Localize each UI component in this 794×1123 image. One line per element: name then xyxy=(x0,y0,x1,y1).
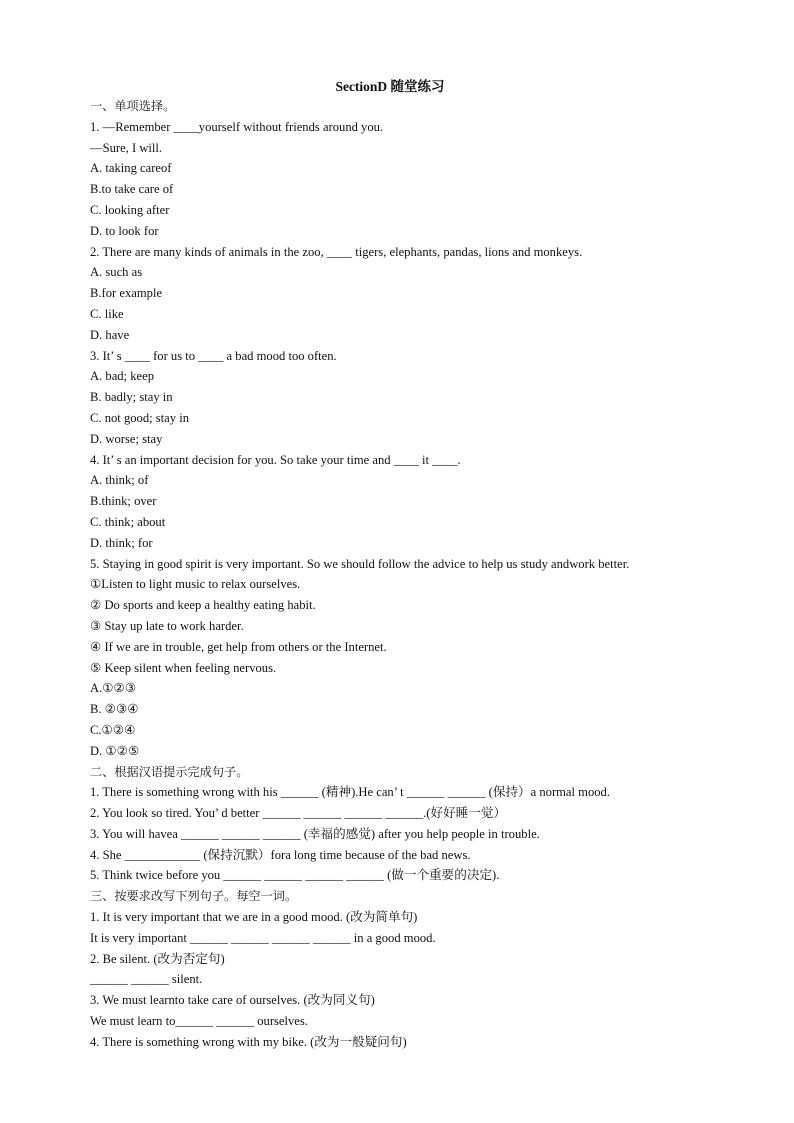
option-line: B. ②③④ xyxy=(90,702,139,717)
question-line: 3. We must learnto take care of ourselves. (改为同义句) xyxy=(90,993,375,1008)
answer-line: We must learn to______ ______ ourselves. xyxy=(90,1014,308,1029)
option-line: C. not good; stay in xyxy=(90,410,190,425)
option-line: D. ①②⑤ xyxy=(90,743,140,758)
option-line: B.to take care of xyxy=(90,182,174,197)
option-line: B.for example xyxy=(90,286,163,301)
option-line: A. such as xyxy=(90,265,143,280)
option-line: A. think; of xyxy=(90,473,149,488)
option-line: D. to look for xyxy=(90,223,159,238)
option-line: D. have xyxy=(90,327,130,342)
advice-item: ③ Stay up late to work harder. xyxy=(90,618,244,633)
question-line: 1. It is very important that we are in a good mood. (改为简单句) xyxy=(90,910,418,925)
question-line: 1. —Remember ____yourself without friends around you. xyxy=(90,119,384,134)
page-title: SectionD 随堂练习 xyxy=(335,79,445,94)
worksheet-page xyxy=(90,78,710,1053)
answer-line: It is very important ______ ______ ______ ______ in a good mood. xyxy=(90,930,436,945)
question-line: 1. There is something wrong with his ______ (精神).He can’ t ______ ______ (保持）a normal mood. xyxy=(90,785,611,800)
advice-item: ①Listen to light music to relax ourselves. xyxy=(90,577,301,592)
option-line: A. taking careof xyxy=(90,161,172,176)
option-line: D. think; for xyxy=(90,535,153,550)
option-line: A. bad; keep xyxy=(90,369,154,384)
question-line: 4. It’ s an important decision for you. So take your time and ____ it ____. xyxy=(90,452,461,467)
question-line: 4. She ____________ (保持沉默）fora long time because of the bad news. xyxy=(90,847,471,862)
question-line: 2. Be silent. (改为否定句) xyxy=(90,951,225,966)
question-line: 3. You will havea ______ ______ ______ (幸福的感觉) after you help people in trouble. xyxy=(90,826,540,841)
question-line: 3. It’ s ____ for us to ____ a bad mood too often. xyxy=(90,348,337,363)
option-line: A.①②③ xyxy=(90,681,137,696)
question-line: —Sure, I will. xyxy=(90,140,163,155)
option-line: C. looking after xyxy=(90,202,170,217)
option-line: B.think; over xyxy=(90,494,157,509)
answer-line: ______ ______ silent. xyxy=(90,972,203,987)
section-heading-3: 三、按要求改写下列句子。每空一词。 xyxy=(90,889,298,904)
worksheet-body xyxy=(90,96,710,1053)
question-line: 4. There is something wrong with my bike. (改为一般疑问句) xyxy=(90,1034,407,1049)
question-line: 5. Think twice before you ______ ______ ______ ______ (做一个重要的决定). xyxy=(90,868,500,883)
question-line: 2. You look so tired. You’ d better ______ ______ ______ ______.(好好睡一觉） xyxy=(90,806,507,821)
advice-item: ② Do sports and keep a healthy eating habit. xyxy=(90,598,316,613)
section-heading-2: 二、根据汉语提示完成句子。 xyxy=(90,764,249,779)
option-line: D. worse; stay xyxy=(90,431,163,446)
advice-item: ⑤ Keep silent when feeling nervous. xyxy=(90,660,277,675)
question-line: 2. There are many kinds of animals in the zoo, ____ tigers, elephants, pandas, lions and monkeys. xyxy=(90,244,583,259)
option-line: C. think; about xyxy=(90,514,166,529)
question-line: 5. Staying in good spirit is very important. So we should follow the advice to help us study andwork better. xyxy=(90,556,630,571)
option-line: C.①②④ xyxy=(90,722,136,737)
section-heading-1: 一、单项选择。 xyxy=(90,99,176,113)
option-line: B. badly; stay in xyxy=(90,390,173,405)
advice-item: ④ If we are in trouble, get help from others or the Internet. xyxy=(90,639,387,654)
option-line: C. like xyxy=(90,306,124,321)
